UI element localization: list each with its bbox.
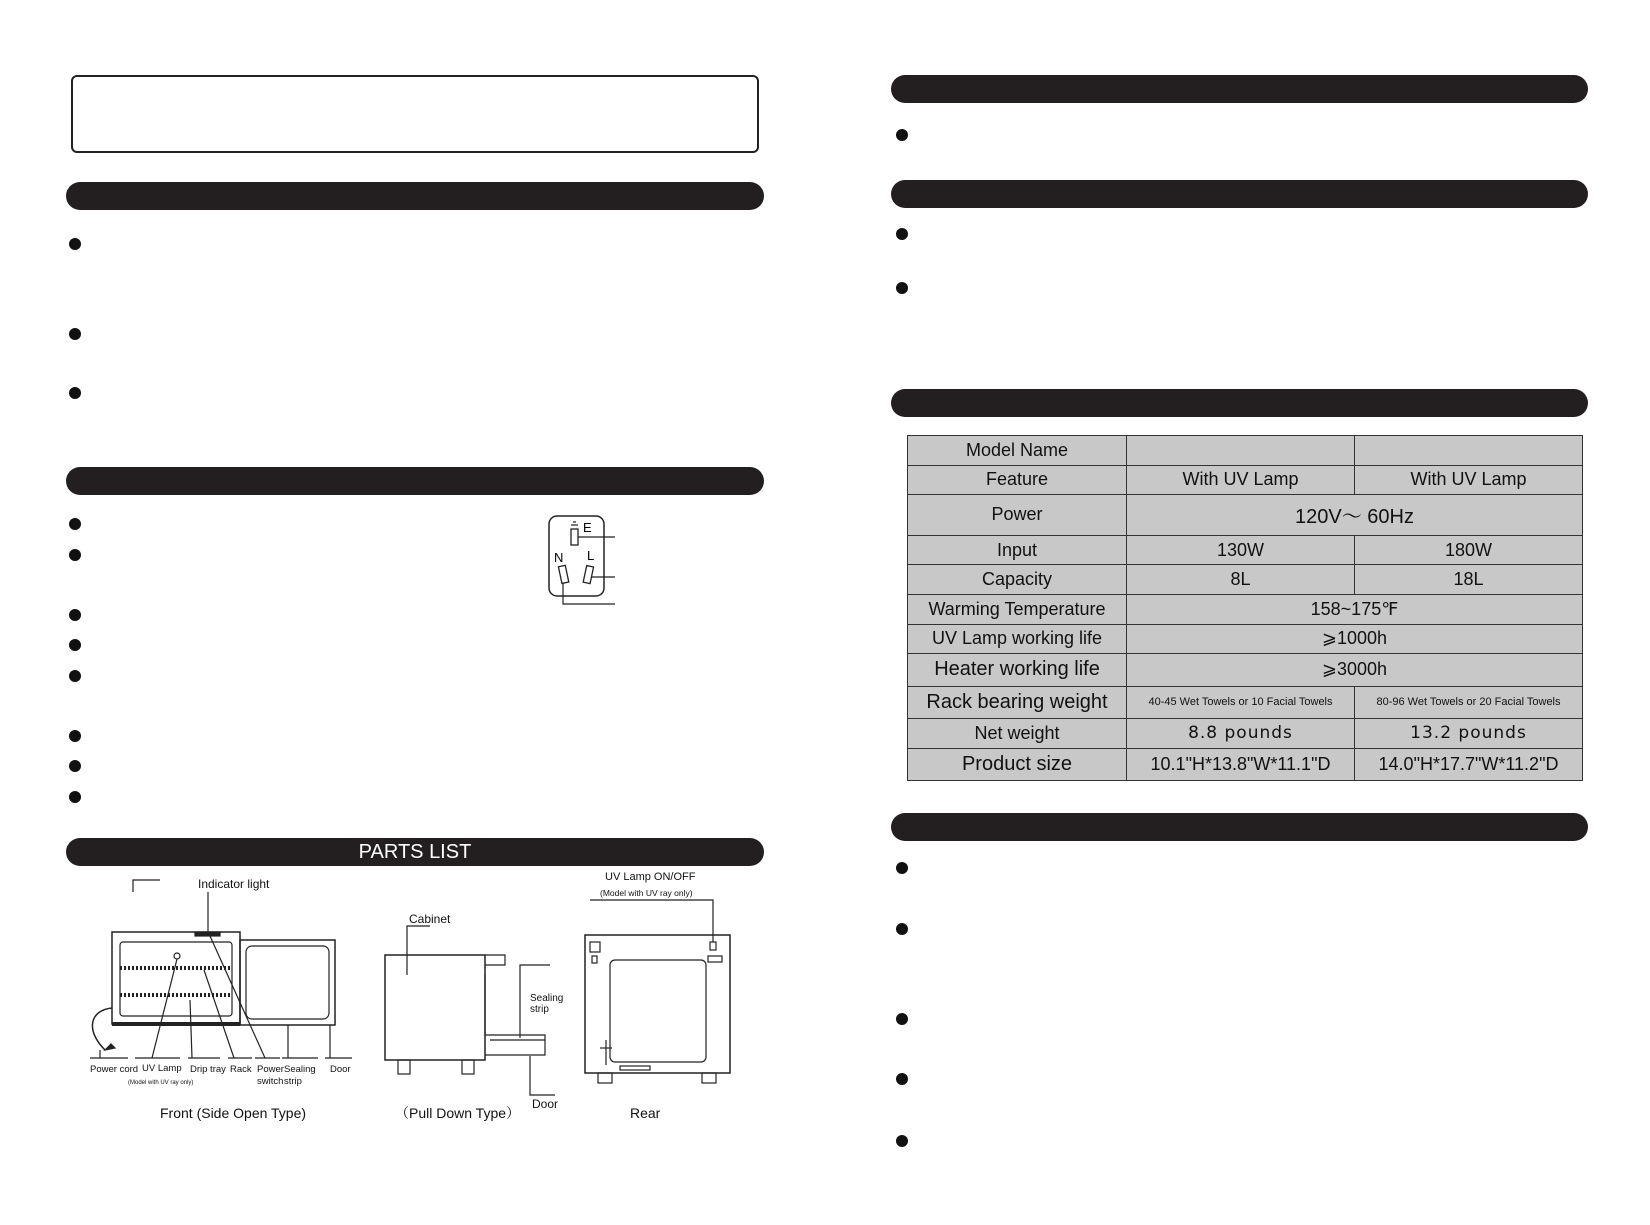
- rear-uv-switch-label: UV Lamp ON/OFF: [605, 871, 696, 883]
- spec-label: Capacity: [908, 565, 1127, 595]
- spec-label: Warming Temperature: [908, 594, 1127, 624]
- table-row: [908, 686, 1583, 718]
- bullet: [69, 238, 81, 250]
- spec-value: With UV Lamp: [1355, 465, 1583, 495]
- section-bar-5: [891, 389, 1588, 417]
- pull-cabinet-label: Cabinet: [409, 912, 451, 926]
- spec-value: 18L: [1355, 565, 1583, 595]
- front-sealing-label-2: strip: [284, 1076, 302, 1087]
- spec-value: ⩾3000h: [1127, 654, 1583, 686]
- bullet: [896, 923, 908, 935]
- front-sealing-label-1: Sealing: [284, 1064, 316, 1075]
- front-drip-tray-label: Drip tray: [190, 1064, 226, 1075]
- parts-diagram: [80, 871, 760, 1140]
- spec-value: 14.0"H*17.7"W*11.2"D: [1355, 748, 1583, 780]
- spec-value: 120V～ 60Hz: [1127, 495, 1583, 535]
- front-power-switch-label-2: switch: [257, 1076, 284, 1087]
- front-indicator-label: Indicator light: [198, 877, 270, 891]
- spec-label: Feature: [908, 465, 1127, 495]
- table-row: [908, 718, 1583, 748]
- table-row: [908, 535, 1583, 565]
- plug-label-e: E: [583, 520, 592, 535]
- spec-label: Net weight: [908, 718, 1127, 748]
- bullet: [69, 760, 81, 772]
- bullet: [896, 1013, 908, 1025]
- bullet: [896, 129, 908, 141]
- pull-caption: （Pull Down Type）: [395, 1105, 521, 1121]
- bullet: [69, 639, 81, 651]
- table-row: [908, 748, 1583, 780]
- spec-label: Model Name: [908, 436, 1127, 466]
- bullet: [69, 791, 81, 803]
- specs-table: [907, 435, 1583, 781]
- spec-label: Heater working life: [908, 654, 1127, 686]
- spec-label: Input: [908, 535, 1127, 565]
- front-caption: Front (Side Open Type): [160, 1105, 307, 1121]
- section-bar-2: [66, 467, 764, 495]
- bullet: [896, 282, 908, 294]
- front-power-switch-label-1: Power: [257, 1064, 284, 1075]
- bullet: [896, 1135, 908, 1147]
- rear-view: [585, 871, 730, 1121]
- table-row: [908, 654, 1583, 686]
- spec-value: 130W: [1127, 535, 1355, 565]
- pull-sealing-label-1: Sealing: [530, 993, 564, 1004]
- front-uv-lamp-label: UV Lamp: [142, 1063, 182, 1074]
- spec-value: 8L: [1127, 565, 1355, 595]
- front-view: [90, 877, 352, 1121]
- bullet: [69, 518, 81, 530]
- rear-caption: Rear: [630, 1105, 661, 1121]
- spec-value: With UV Lamp: [1127, 465, 1355, 495]
- section-bar-1: [66, 182, 764, 210]
- parts-list-bar: [66, 838, 764, 866]
- plug-label-l: L: [587, 548, 595, 563]
- pull-down-view: [385, 912, 563, 1121]
- bullet: [69, 730, 81, 742]
- spec-value: 8.8 pounds: [1127, 718, 1355, 748]
- front-power-cord-label: Power cord: [90, 1064, 139, 1075]
- bullet: [69, 387, 81, 399]
- spec-value: [1355, 436, 1583, 466]
- front-door-label: Door: [330, 1064, 351, 1075]
- bullet: [69, 328, 81, 340]
- section-bar-3: [891, 75, 1588, 103]
- bullet: [69, 549, 81, 561]
- spec-value: 180W: [1355, 535, 1583, 565]
- spec-label: Product size: [908, 748, 1127, 780]
- spec-value: ⩾1000h: [1127, 624, 1583, 654]
- pull-sealing-label-2: strip: [530, 1004, 549, 1015]
- pull-door-label: Door: [532, 1097, 559, 1111]
- spec-label: UV Lamp working life: [908, 624, 1127, 654]
- spec-value: 158~175℉: [1127, 594, 1583, 624]
- spec-value: 10.1"H*13.8"W*11.1"D: [1127, 748, 1355, 780]
- table-row: [908, 624, 1583, 654]
- plug-label-n: N: [554, 550, 564, 565]
- spec-value: 40-45 Wet Towels or 10 Facial Towels: [1127, 686, 1355, 718]
- table-row: [908, 495, 1583, 535]
- spec-value: [1127, 436, 1355, 466]
- spec-label: Rack bearing weight: [908, 686, 1127, 718]
- spec-label: Power: [908, 495, 1127, 535]
- bullet: [69, 670, 81, 682]
- bullet: [896, 1073, 908, 1085]
- front-rack-label: Rack: [230, 1064, 252, 1075]
- title-box: [71, 75, 759, 153]
- bullet: [69, 609, 81, 621]
- spec-value: 13.2 pounds: [1355, 718, 1583, 748]
- table-row: [908, 436, 1583, 466]
- table-row: [908, 565, 1583, 595]
- front-uv-lamp-note: (Model with UV ray only): [128, 1080, 194, 1086]
- rear-uv-switch-note: (Model with UV ray only): [600, 888, 693, 898]
- table-row: [908, 594, 1583, 624]
- bullet: [896, 862, 908, 874]
- section-bar-6: [891, 813, 1588, 841]
- bullet: [896, 228, 908, 240]
- spec-value: 80-96 Wet Towels or 20 Facial Towels: [1355, 686, 1583, 718]
- plug-diagram: [540, 510, 640, 610]
- table-row: [908, 465, 1583, 495]
- parts-list-title: PARTS LIST: [358, 841, 472, 863]
- section-bar-4: [891, 180, 1588, 208]
